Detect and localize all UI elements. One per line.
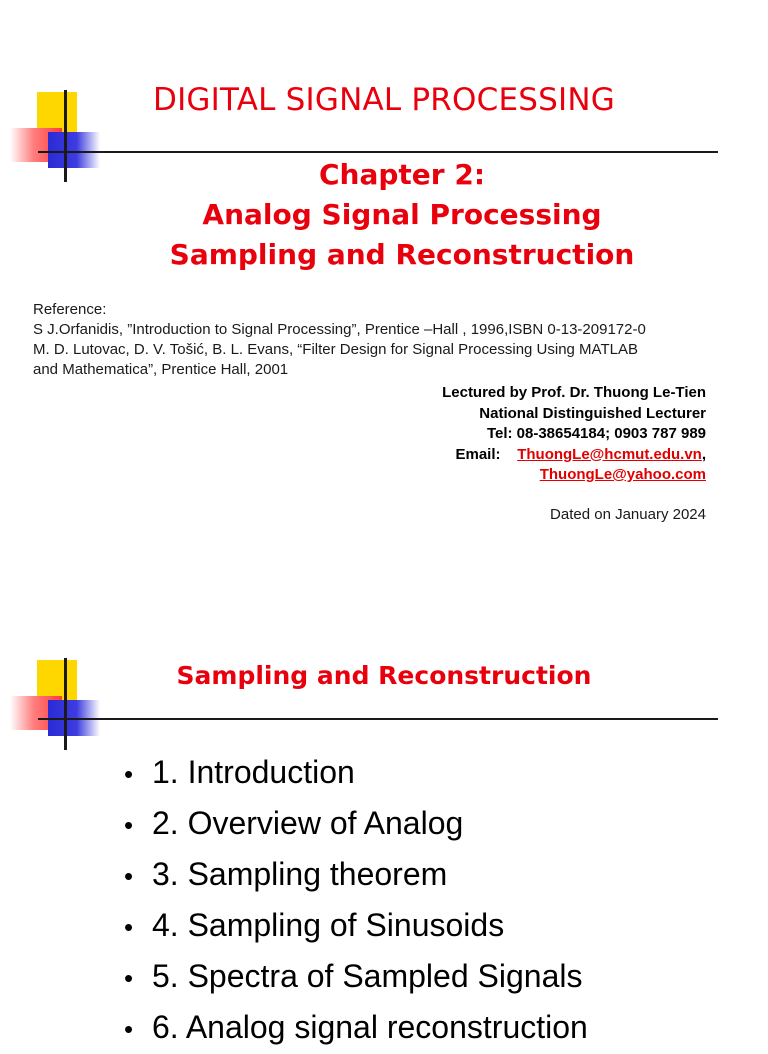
contents-list [124,748,588,1054]
reference-heading: Reference: [33,301,107,318]
list-item: • 2. Overview of Analog [124,805,464,841]
contents-slide [0,600,768,1045]
lecturer-email-row-2 [206,465,706,486]
email-link-hcmut[interactable]: ThuongLe@hcmut.edu.vn [517,445,702,463]
chapter-subtitle [0,155,768,275]
reference-line: and Mathematica”, Prentice Hall, 2001 [33,361,289,378]
email-link-yahoo[interactable]: ThuongLe@yahoo.com [539,466,706,483]
title-divider-line [38,151,718,153]
reference-line: S J.Orfanidis, ”Introduction to Signal Processing”, Prentice –Hall , 1996,ISBN 0-13-209172-0 [33,321,646,338]
email-label: Email: [455,445,501,463]
subtitle-line-topic: Analog Signal Processing [202,198,602,231]
title-divider-line [38,718,718,720]
reference-line: M. D. Lutovac, D. V. Tošić, B. L. Evans, “Filter Design for Signal Processing Using MATLAB [33,341,638,358]
lecturer-info [206,383,706,486]
lecturer-email-row [206,445,706,466]
page-title: DIGITAL SIGNAL PROCESSING [153,82,615,118]
reference-block [33,300,753,380]
lecturer-name: Lectured by Prof. Dr. Thuong Le-Tien [442,384,706,401]
subtitle-line-subtopic: Sampling and Reconstruction [169,238,635,271]
list-item: • 5. Spectra of Sampled Signals [124,958,583,994]
list-item: • 6. Analog signal reconstruction [124,1009,588,1045]
list-item: • 4. Sampling of Sinusoids [124,907,505,943]
subtitle-line-chapter: Chapter 2: [318,158,486,191]
date-line: Dated on January 2024 [550,506,706,523]
lecturer-tel: Tel: 08-38654184; 0903 787 989 [486,425,706,442]
section-title: Sampling and Reconstruction [176,661,592,690]
list-item: • 1. Introduction [124,754,355,790]
email-separator: , [701,445,706,463]
lecturer-title: National Distinguished Lecturer [479,404,706,422]
list-item: • 3. Sampling theorem [124,856,448,892]
